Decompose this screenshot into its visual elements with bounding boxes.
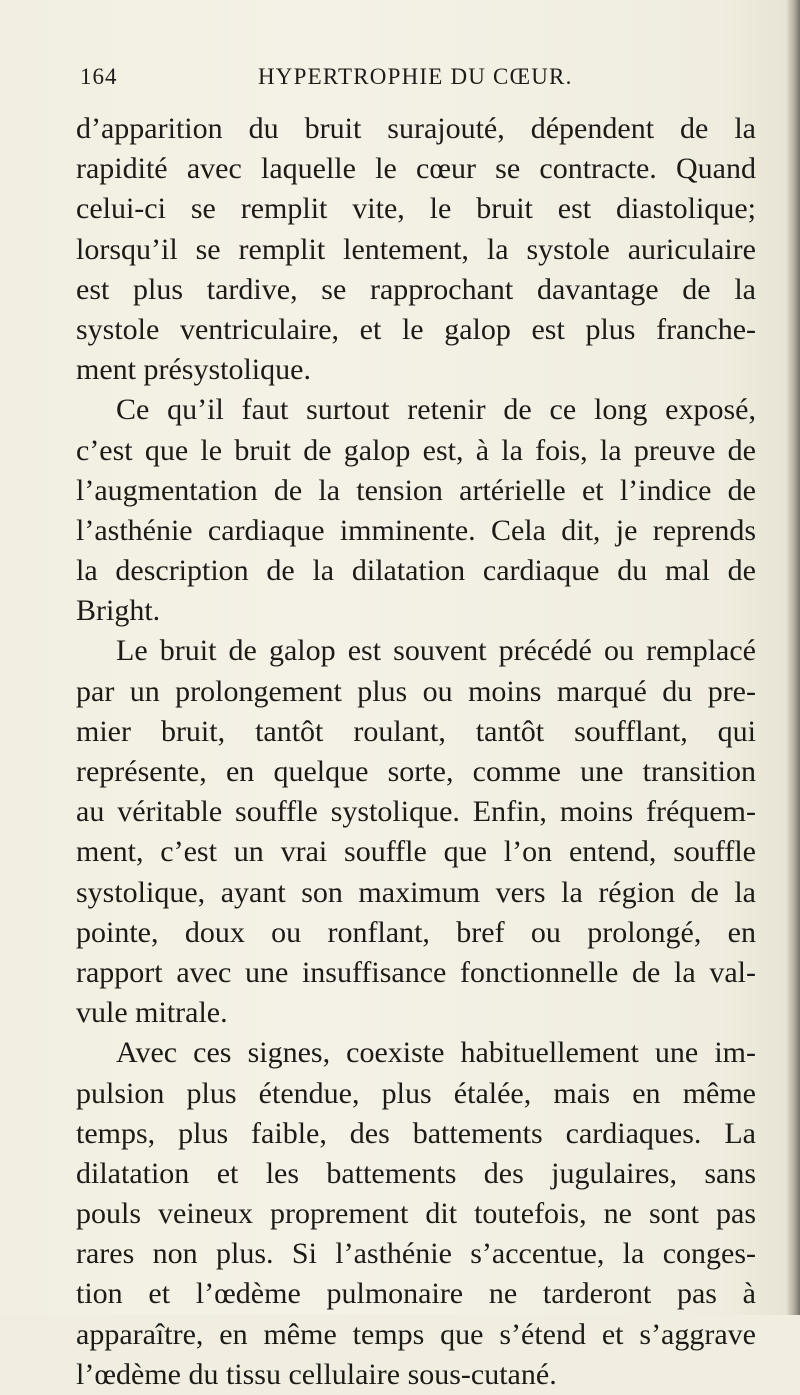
text-line: Le bruit de galop est souvent précédé ou remplacé	[116, 634, 756, 668]
page-edge-shadow	[786, 0, 800, 1315]
text-line: d’apparition du bruit surajouté, dépendent de la	[76, 112, 756, 145]
text-line: l’œdème du tissu cellulaire sous-cutané.	[76, 1357, 557, 1391]
text-line: Ce qu’il faut surtout retenir de ce long exposé,	[116, 393, 756, 427]
text-line: pulsion plus étendue, plus étalée, mais en même	[76, 1076, 756, 1110]
text-line: est plus tardive, se rapprochant davantage de la	[76, 272, 756, 306]
text-line: pointe, doux ou ronflant, bref ou prolongé, en	[76, 915, 756, 949]
text-line: Avec ces signes, coexiste habituellement une im-	[116, 1036, 756, 1070]
text-line: systole ventriculaire, et le galop est plus franche-	[76, 312, 756, 346]
text-line: celui-ci se remplit vite, le bruit est diastolique;	[76, 192, 756, 226]
text-line: c’est que le bruit de galop est, à la fois, la preuve de	[76, 433, 756, 467]
text-line: lorsqu’il se remplit lentement, la systole auriculaire	[76, 232, 756, 266]
page-number: 164	[80, 64, 118, 89]
text-line: vule mitrale.	[76, 996, 228, 1030]
text-line: par un prolongement plus ou moins marqué du pre-	[76, 674, 756, 708]
text-line: rares non plus. Si l’asthénie s’accentue, la conges-	[76, 1237, 756, 1271]
text-line: apparaître, en même temps que s’étend et s’aggrave	[76, 1317, 756, 1351]
text-line: rapport avec une insuffisance fonctionnelle de la val-	[76, 955, 756, 989]
text-line: mier bruit, tantôt roulant, tantôt soufflant, qui	[76, 714, 756, 748]
running-title: HYPERTROPHIE DU CŒUR.	[258, 64, 573, 89]
text-line: pouls veineux proprement dit toutefois, ne sont pas	[76, 1197, 756, 1231]
text-line: rapidité avec laquelle le cœur se contracte. Quand	[76, 152, 756, 186]
text-line: Bright.	[76, 594, 161, 628]
text-line: au véritable souffle systolique. Enfin, moins fréquem-	[76, 795, 756, 829]
text-line: l’augmentation de la tension artérielle et l’indice de	[76, 473, 756, 507]
body-text	[76, 109, 756, 1395]
text-line: la description de la dilatation cardiaque du mal de	[76, 554, 756, 588]
text-line: représente, en quelque sorte, comme une transition	[76, 755, 756, 788]
text-line: l’asthénie cardiaque imminente. Cela dit, je reprends	[76, 513, 756, 547]
text-line: dilatation et les battements des jugulaires, sans	[76, 1156, 756, 1190]
text-line: tion et l’œdème pulmonaire ne tarderont pas à	[76, 1277, 756, 1311]
text-line: ment, c’est un vrai souffle que l’on entend, souffle	[76, 835, 756, 869]
running-header	[80, 64, 760, 98]
text-line: temps, plus faible, des battements cardiaques. La	[76, 1116, 756, 1150]
text-line: ment présystolique.	[76, 353, 311, 387]
text-line: systolique, ayant son maximum vers la région de la	[76, 875, 756, 909]
